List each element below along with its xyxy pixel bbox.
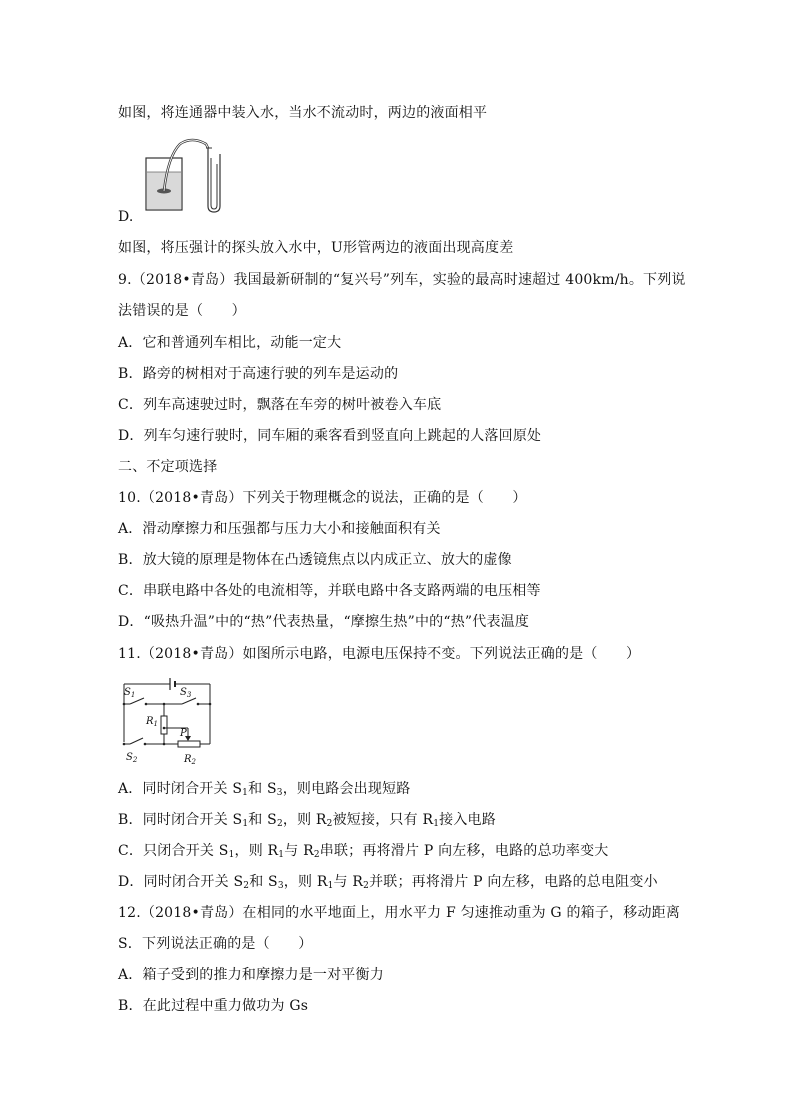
- question-11-option-b: B．同时闭合开关 $S_1$和 $S_2$，则 $R_2$被短接，只有 $R_1$接入电路: [118, 812, 496, 829]
- circuit-diagram: [118, 674, 218, 766]
- question-12-stem-cont: S．下列说法正确的是（ ）: [118, 936, 313, 952]
- svg-text:R2: $R_2$: [184, 754, 196, 766]
- svg-text:P: P: [180, 728, 187, 739]
- pressure-gauge-figure: [140, 136, 230, 216]
- question-12-option-a: A．箱子受到的推力和摩擦力是一对平衡力: [118, 967, 384, 983]
- question-10-option-a: A．滑动摩擦力和压强都与压力大小和接触面积有关: [118, 521, 441, 537]
- svg-text:R1: $R_1$: [146, 716, 158, 728]
- question-10-stem: 10.（2018•青岛）下列关于物理概念的说法，正确的是（ ）: [118, 490, 527, 506]
- question-11-option-d: D．同时闭合开关 $S_2$和 $S_3$，则 $R_1$与 $R_2$并联；再将滑片 P 向左移，电路的总电阻变小: [118, 874, 658, 891]
- svg-text:S2: $S_2$: [126, 752, 138, 764]
- question-10-option-d: D．“吸热升温”中的“热”代表热量，“摩擦生热”中的“热”代表温度: [118, 614, 530, 630]
- question-11-option-a: A．同时闭合开关 $S_1$和 $S_3$，则电路会出现短路: [118, 781, 411, 798]
- question-9-option-d: D．列车匀速行驶时，同车厢的乘客看到竖直向上跳起的人落回原处: [118, 428, 542, 444]
- question-9-stem: 9.（2018•青岛）我国最新研制的“复兴号”列车，实验的最高时速超过 400km/h。下列说: [118, 272, 686, 288]
- question-12-stem: 12.（2018•青岛）在相同的水平地面上，用水平力 F 匀速推动重为 G 的箱子，移动距离: [118, 905, 681, 921]
- svg-text:S1: $S_1$: [124, 687, 136, 699]
- question-11-option-c: C．只闭合开关 $S_1$，则 $R_1$与 $R_2$串联；再将滑片 P 向左移，电路的总功率变大: [118, 843, 609, 860]
- question-11-stem: 11.（2018•青岛）如图所示电路，电源电压保持不变。下列说法正确的是（ ）: [118, 646, 641, 662]
- question-9-option-c: C．列车高速驶过时，飘落在车旁的树叶被卷入车底: [118, 397, 442, 413]
- text-line-pressure-gauge: 如图，将压强计的探头放入水中，U形管两边的液面出现高度差: [118, 240, 514, 256]
- question-10-option-b: B．放大镜的原理是物体在凸透镜焦点以内成正立、放大的虚像: [118, 552, 512, 568]
- question-9-stem-cont: 法错误的是（ ）: [118, 303, 246, 319]
- question-10-option-c: C．串联电路中各处的电流相等，并联电路中各支路两端的电压相等: [118, 583, 541, 599]
- svg-text:S3: $S_3$: [180, 687, 192, 699]
- text-line-connected-vessel: 如图，将连通器中装入水，当水不流动时，两边的液面相平: [118, 105, 488, 121]
- option-d-label: D.: [118, 209, 134, 225]
- section-heading: 二、不定项选择: [118, 459, 218, 475]
- question-9-option-b: B．路旁的树相对于高速行驶的列车是运动的: [118, 366, 399, 382]
- question-12-option-b: B．在此过程中重力做功为 Gs: [118, 998, 309, 1014]
- question-9-option-a: A．它和普通列车相比，动能一定大: [118, 335, 342, 351]
